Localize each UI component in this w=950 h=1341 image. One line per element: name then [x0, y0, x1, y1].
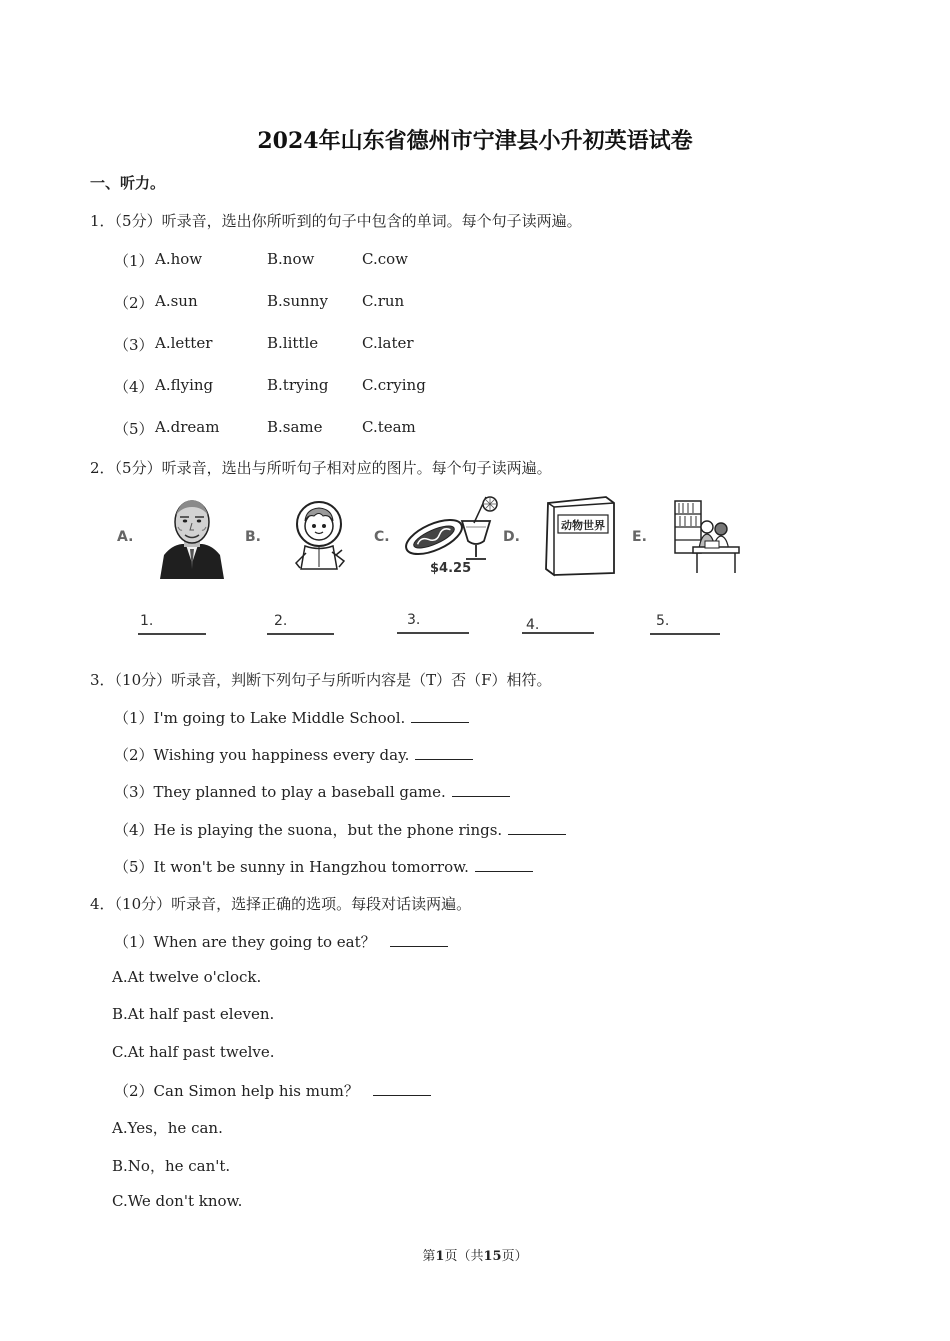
q1-option-a: A.sun	[155, 292, 198, 310]
answer-blank[interactable]	[415, 745, 473, 760]
q3-item-2	[114, 744, 473, 765]
q3-stem: 3．（10分）听录音，判断下列句子与所听内容是（T）否（F）相符。	[90, 671, 552, 689]
q4-stem: 4．（10分）听录音，选择正确的选项。每段对话读两遍。	[90, 895, 472, 913]
picture-label-e: E.	[632, 529, 647, 545]
answer-line-5	[650, 633, 720, 635]
answer-blank[interactable]	[475, 857, 533, 872]
answer-blank[interactable]	[373, 1081, 431, 1096]
q3-item-text: （2）Wishing you happiness every day.	[114, 746, 410, 764]
q1-item-number: （3）	[114, 336, 154, 354]
q1-item-number: （2）	[114, 294, 154, 312]
q2-stem: 2．（5分）听录音，选出与所听句子相对应的图片。每个句子读两遍。	[90, 459, 552, 477]
q4-sub2-question	[114, 1080, 431, 1101]
animal-world-book-picture	[544, 495, 614, 575]
answer-line-1	[138, 633, 206, 635]
q1-stem: 1．（5分）听录音，选出你所听到的句子中包含的单词。每个句子读两遍。	[90, 212, 582, 230]
answer-blank[interactable]	[452, 782, 510, 797]
library-reading-picture	[671, 497, 741, 577]
q4-sub2-option-b: B.No，he can't.	[112, 1157, 231, 1175]
footer-page-number: 1	[435, 1249, 445, 1264]
answer-blank[interactable]	[390, 932, 448, 947]
q4-question-text: （1）When are they going to eat？	[114, 933, 376, 951]
q4-sub1-option-c: C.At half past twelve.	[112, 1043, 275, 1061]
q1-item-number: （1）	[114, 252, 154, 270]
q4-sub1-question	[114, 931, 448, 952]
q1-option-c: C.run	[362, 292, 405, 310]
q4-question-text: （2）Can Simon help his mum？	[114, 1082, 359, 1100]
footer-total-pages: 15	[483, 1249, 502, 1264]
q1-option-c: C.later	[362, 334, 414, 352]
q1-option-b: B.now	[267, 250, 315, 268]
q1-option-a: A.dream	[155, 418, 220, 436]
q4-sub2-option-c: C.We don't know.	[112, 1192, 243, 1210]
q1-option-a: A.how	[155, 250, 203, 268]
footer-text: 页）	[501, 1249, 528, 1264]
section-heading-listening: 一、听力。	[90, 174, 166, 192]
q4-sub1-option-b: B.At half past eleven.	[112, 1005, 275, 1023]
q1-option-b: B.same	[267, 418, 323, 436]
price-tag: $4.25	[430, 561, 472, 576]
picture-label-c: C.	[374, 529, 390, 545]
q3-item-text: （5）It won't be sunny in Hangzhou tomorrow.	[114, 858, 469, 876]
answer-number-4: 4.	[526, 617, 540, 633]
q3-item-1	[114, 707, 469, 728]
answer-line-3	[397, 632, 469, 634]
answer-blank[interactable]	[508, 820, 566, 835]
q1-item-number: （5）	[114, 420, 154, 438]
q1-option-c: C.team	[362, 418, 416, 436]
book-title: 动物世界	[561, 519, 605, 532]
q1-option-b: B.little	[267, 334, 319, 352]
q3-item-3	[114, 781, 510, 802]
page-footer	[0, 1245, 950, 1264]
picture-label-a: A.	[117, 529, 134, 545]
answer-line-4	[522, 632, 594, 634]
book-icon	[544, 495, 616, 577]
picture-label-b: B.	[245, 529, 261, 545]
q1-option-b: B.trying	[267, 376, 329, 394]
answer-number-3: 3.	[407, 612, 421, 628]
q4-sub1-option-a: A.At twelve o'clock.	[112, 968, 262, 986]
q3-item-text: （4）He is playing the suona，but the phone rings.	[114, 821, 503, 839]
q1-option-a: A.letter	[155, 334, 213, 352]
q1-option-b: B.sunny	[267, 292, 328, 310]
answer-line-2	[267, 633, 334, 635]
q3-item-text: （1）I'm going to Lake Middle School.	[114, 709, 406, 727]
answer-number-2: 2.	[274, 613, 288, 629]
q3-item-5	[114, 856, 533, 877]
footer-text: 第	[422, 1249, 436, 1264]
answer-number-5: 5.	[656, 613, 670, 629]
q1-option-c: C.crying	[362, 376, 426, 394]
answer-number-1: 1.	[140, 613, 154, 629]
q1-option-a: A.flying	[155, 376, 214, 394]
q4-sub2-option-a: A.Yes，he can.	[112, 1119, 223, 1137]
answer-blank[interactable]	[411, 708, 469, 723]
page-title: 2024年山东省德州市宁津县小升初英语试卷	[257, 128, 693, 154]
astronaut-picture	[292, 497, 350, 573]
q1-option-c: C.cow	[362, 250, 408, 268]
portrait-elderly-man-picture	[158, 497, 226, 579]
q3-item-text: （3）They planned to play a baseball game.	[114, 783, 446, 801]
q3-item-4	[114, 819, 566, 840]
picture-label-d: D.	[503, 529, 520, 545]
q1-item-number: （4）	[114, 378, 154, 396]
footer-text: 页（共	[444, 1249, 484, 1264]
